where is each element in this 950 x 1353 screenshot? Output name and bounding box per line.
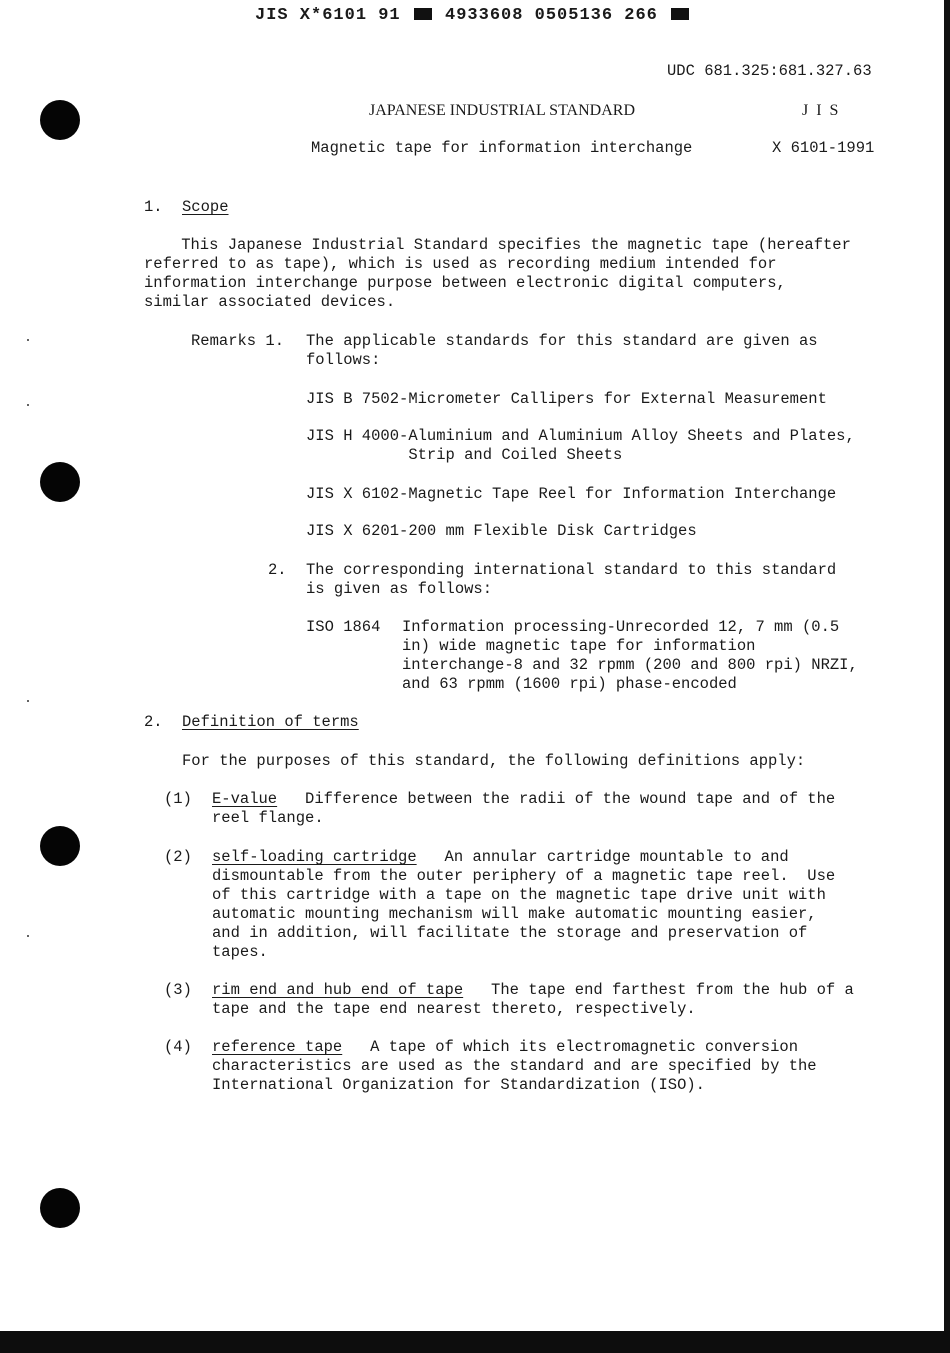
barcode-right-text: 4933608 0505136 266 [445, 6, 658, 25]
remark-1-text [306, 332, 818, 370]
standard-ref-3 [306, 485, 836, 504]
jis-mark: J I S [802, 102, 841, 119]
remark-2-text [306, 561, 836, 599]
text-line: JIS X 6201-200 mm Flexible Disk Cartridges [306, 522, 697, 540]
scan-speck [27, 700, 29, 702]
text-line: Strip and Coiled Sheets [306, 446, 623, 464]
scan-speck [27, 404, 29, 406]
section-1-heading: Scope [182, 198, 229, 216]
text-line: similar associated devices. [144, 293, 396, 311]
udc-code: UDC 681.325:681.327.63 [667, 62, 872, 80]
definition-1-number: (1) [164, 790, 192, 808]
text-line: characteristics are used as the standard and are specified by the [212, 1057, 817, 1075]
barcode-block [671, 8, 689, 20]
definition-text: Difference between the radii of the wound tape and of the [277, 790, 836, 808]
text-line: and 63 rpmm (1600 rpi) phase-encoded [402, 675, 737, 693]
text-line: The applicable standards for this standard are given as [306, 332, 818, 350]
definition-2 [212, 848, 835, 962]
text-line: referred to as tape), which is used as recording medium intended for [144, 255, 777, 273]
definition-3 [212, 981, 854, 1019]
text-line: JIS B 7502-Micrometer Callipers for External Measurement [306, 390, 827, 408]
definition-2-number: (2) [164, 848, 192, 866]
definition-1 [212, 790, 835, 828]
definition-term: rim end and hub end of tape [212, 981, 464, 999]
barcode-left-text: JIS X*6101 91 [255, 6, 401, 25]
text-line: and in addition, will facilitate the storage and preservation of [212, 924, 808, 942]
text-line: This Japanese Industrial Standard specifies the magnetic tape (hereafter [144, 236, 851, 254]
text-line: Information processing-Unrecorded 12, 7 mm (0.5 [402, 618, 840, 636]
text-line: dismountable from the outer periphery of a magnetic tape reel. Use [212, 867, 836, 885]
definitions-intro: For the purposes of this standard, the following definitions apply: [182, 752, 806, 770]
definition-text: An annular cartridge mountable to and [416, 848, 789, 866]
document-code: X 6101-1991 [772, 139, 875, 157]
definition-term: self-loading cartridge [212, 848, 417, 866]
text-line: tapes. [212, 943, 268, 961]
text-line: in) wide magnetic tape for information [402, 637, 756, 655]
text-line: automatic mounting mechanism will make automatic mounting easier, [212, 905, 817, 923]
scan-speck [27, 935, 29, 937]
document-title: Magnetic tape for information interchange [311, 139, 693, 157]
scan-right-edge [944, 0, 950, 1353]
text-line: information interchange purpose between electronic digital computers, [144, 274, 786, 292]
definition-3-number: (3) [164, 981, 192, 999]
section-2-number: 2. [144, 713, 163, 731]
iso-code: ISO 1864 [306, 618, 381, 636]
iso-description [402, 618, 858, 694]
text-line: follows: [306, 351, 381, 369]
definition-text: A tape of which its electromagnetic conversion [342, 1038, 799, 1056]
text-line: JIS H 4000-Aluminium and Aluminium Alloy Sheets and Plates, [306, 427, 855, 445]
text-line: The corresponding international standard to this standard [306, 561, 837, 579]
standard-ref-4 [306, 522, 697, 541]
barcode-line [255, 6, 691, 25]
text-line: interchange-8 and 32 rpmm (200 and 800 rpi) NRZI, [402, 656, 858, 674]
definition-term: reference tape [212, 1038, 343, 1056]
definition-4 [212, 1038, 817, 1095]
remark-2-number: 2. [268, 561, 287, 579]
text-line: tape and the tape end nearest thereto, respectively. [212, 1000, 696, 1018]
scan-speck [27, 339, 29, 341]
definition-term: E-value [212, 790, 278, 808]
standard-name: JAPANESE INDUSTRIAL STANDARD [369, 102, 635, 119]
text-line: is given as follows: [306, 580, 493, 598]
section-1-number: 1. [144, 198, 163, 216]
scan-bottom-bar [0, 1331, 950, 1353]
punch-hole [40, 100, 80, 140]
punch-hole [40, 826, 80, 866]
text-line: of this cartridge with a tape on the magnetic tape drive unit with [212, 886, 826, 904]
definition-text: The tape end farthest from the hub of a [463, 981, 854, 999]
text-line: International Organization for Standardization (ISO). [212, 1076, 705, 1094]
standard-ref-1 [306, 390, 827, 409]
text-line: JIS X 6102-Magnetic Tape Reel for Information Interchange [306, 485, 837, 503]
definition-4-number: (4) [164, 1038, 192, 1056]
punch-hole [40, 1188, 80, 1228]
barcode-block [414, 8, 432, 20]
punch-hole [40, 462, 80, 502]
text-line: reel flange. [212, 809, 324, 827]
section-2-heading: Definition of terms [182, 713, 359, 731]
standard-ref-2 [306, 427, 855, 465]
remarks-label: Remarks 1. [191, 332, 285, 350]
scope-paragraph [144, 236, 851, 312]
